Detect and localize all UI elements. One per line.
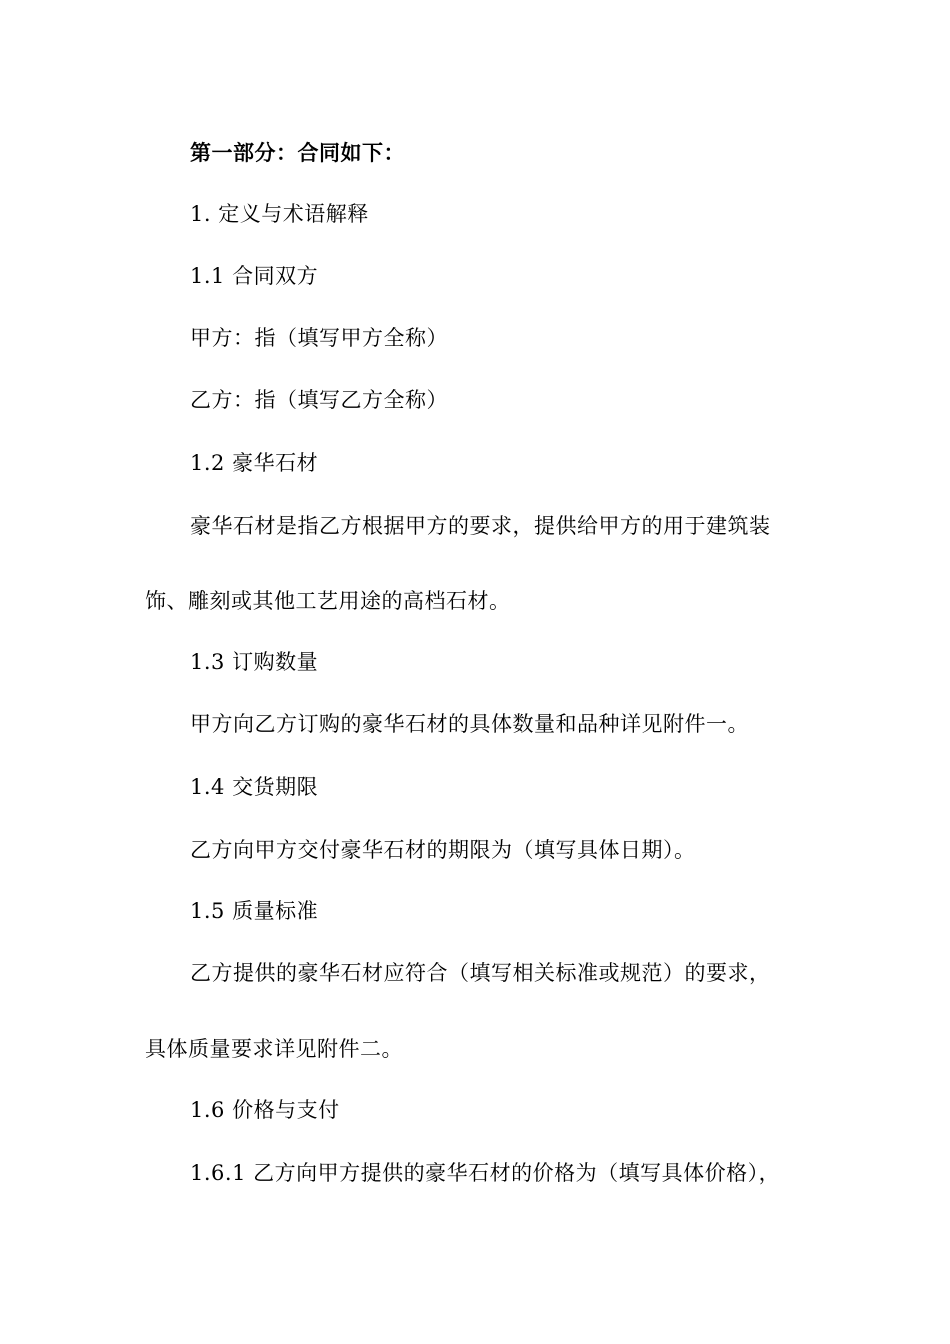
paragraph-line: 1.6.1 乙方向甲方提供的豪华石材的价格为（填写具体价格），: [190, 1161, 781, 1185]
paragraph-line: 豪华石材是指乙方根据甲方的要求，提供给甲方的用于建筑装: [190, 514, 771, 538]
clause-heading: 1.3 订购数量: [190, 650, 319, 674]
paragraph-line: 甲方：指（填写甲方全称）: [190, 326, 448, 350]
clause-heading: 1. 定义与术语解释: [190, 202, 369, 226]
paragraph-line: 饰、雕刻或其他工艺用途的高档石材。: [145, 589, 511, 613]
clause-heading: 1.1 合同双方: [190, 264, 319, 288]
paragraph-line: 乙方：指（填写乙方全称）: [190, 388, 448, 412]
paragraph-line: 乙方提供的豪华石材应符合（填写相关标准或规范）的要求，: [190, 961, 771, 985]
clause-heading: 1.4 交货期限: [190, 775, 319, 799]
paragraph-line: 具体质量要求详见附件二。: [145, 1037, 403, 1061]
clause-heading: 1.5 质量标准: [190, 899, 319, 923]
paragraph-line: 乙方向甲方交付豪华石材的期限为（填写具体日期）。: [190, 838, 696, 862]
section-heading: 第一部分：合同如下：: [190, 141, 405, 165]
clause-heading: 1.6 价格与支付: [190, 1098, 340, 1122]
paragraph-line: 甲方向乙方订购的豪华石材的具体数量和品种详见附件一。: [190, 712, 749, 736]
clause-heading: 1.2 豪华石材: [190, 451, 319, 475]
